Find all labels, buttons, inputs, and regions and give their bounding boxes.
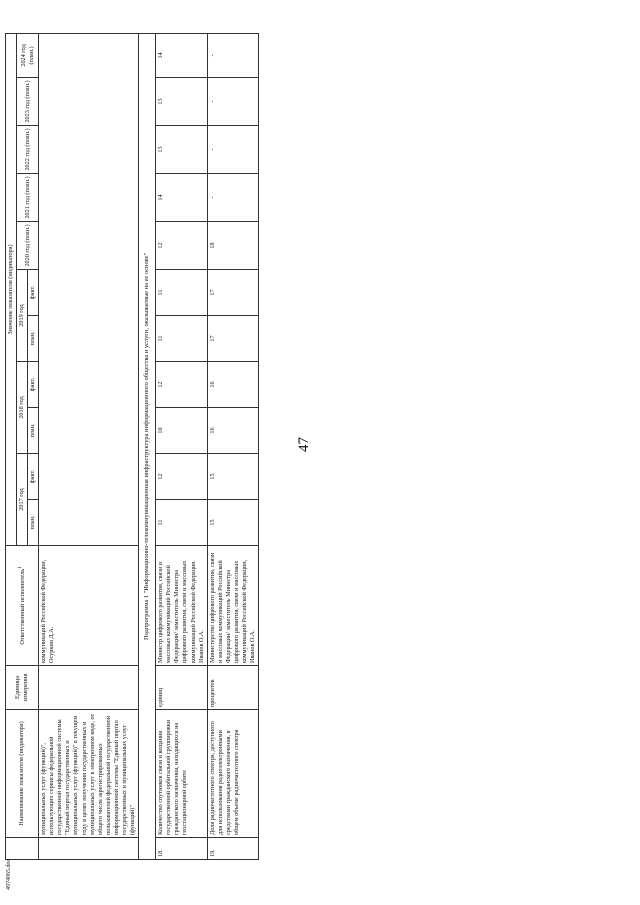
row-number: 19. [207,838,258,860]
header-year-2024: 2024 год (план.) [17,33,39,77]
header-plan: план. [28,500,39,546]
footer-filename: 4974065.doc [6,858,12,890]
row-number [39,838,139,860]
value-cell: 10 [156,408,207,454]
value-cell: 16 [207,362,258,408]
header-year-2022: 2022 год (план.) [17,126,39,174]
value-cell: 12 [156,222,207,270]
subprogram-row [138,33,155,859]
header-empty [6,838,39,860]
subprogram-title: Подпрограмма 1 "Информационно-телекоммуникационная инфраструктура информационного общества и услуги, оказываемые на ее основе" [138,33,155,859]
value-cell: 15 [207,500,258,546]
value-cell: - [207,33,258,77]
header-executor: Ответственный исполнитель$^1$ [6,546,39,666]
value-cell: 12 [156,362,207,408]
row-executor: Министерство цифрового развития, связи и массовых коммуникаций Российской Федерации/ заместитель Министра цифрового развития, связи и массовых коммуникаций Российской Федерации, Иванов О.А. [207,546,258,666]
row-name: Доля радиочастотного спектра, доступного для использования радиоэлектронными средствами гражданского назначения, в общем объеме радиочастотного спектра [207,710,258,838]
rotated-table-page [5,40,595,860]
value-cell: - [207,126,258,174]
header-fact: факт. [28,454,39,500]
value-cell: 11 [156,316,207,362]
header-fact: факт. [28,270,39,316]
row-unit [39,666,139,710]
value-cell: 15 [207,454,258,500]
row-number: 18. [156,838,207,860]
header-fact: факт. [28,362,39,408]
value-cell: 16 [207,408,258,454]
header-plan: план. [28,408,39,454]
indicators-table [5,33,259,860]
header-year-2018: 2018 год [17,362,28,454]
header-unit: Единица измерения [6,666,39,710]
value-cell: 11 [156,500,207,546]
table-row [207,33,258,859]
value-cell: 17 [207,316,258,362]
header-year-2020: 2020 год (план.) [17,222,39,270]
header-plan: план. [28,316,39,362]
row-values-empty [39,33,139,545]
value-cell: 13 [156,78,207,126]
header-year-2023: 2023 год (план.) [17,78,39,126]
value-cell: 14 [156,33,207,77]
value-cell: 14 [156,174,207,222]
value-cell: 12 [156,454,207,500]
value-cell: 11 [156,270,207,316]
header-year-2017: 2017 год [17,454,28,546]
value-cell: 13 [156,126,207,174]
row-unit: процентов [207,666,258,710]
table-header [6,33,39,859]
header-values: Значение показателя (индикатора) [6,33,17,545]
value-cell: - [207,78,258,126]
page-number: 47 [296,437,312,452]
row-name: муниципальных услуг (функций)", использующих сервисы федеральной государственной информационной системы "Единый портал государственных и муниципальных услуг (функций)" в текущем году в целях получения государственных и муниципальных услуг в электронном виде, от общего числа зарегистрированных пользователей федеральной государственной информационной системы "Единый портал государственных и муниципальных услуг (функций)" [39,710,139,838]
table-row [39,33,139,859]
row-unit: единиц [156,666,207,710]
header-name: Наименование показателя (индикатора) [6,710,39,838]
value-cell: 17 [207,270,258,316]
table-row [156,33,207,859]
header-year-2019: 2019 год [17,270,28,362]
value-cell: - [207,174,258,222]
header-year-2021: 2021 год (план.) [17,174,39,222]
value-cell: 18 [207,222,258,270]
row-name: Количество спутников связи и вещания государственной орбитальной группировки гражданского назначения, находящихся на геостационарной орбите [156,710,207,838]
row-executor: Министр цифрового развития, связи и массовых коммуникаций Российской Федерации/ заместитель Министра цифрового развития, связи и массовых коммуникаций Российской Федерации Иванов О.А. [156,546,207,666]
row-executor: коммуникаций Российской Федерации, Осуркин Д.А. [39,546,139,666]
